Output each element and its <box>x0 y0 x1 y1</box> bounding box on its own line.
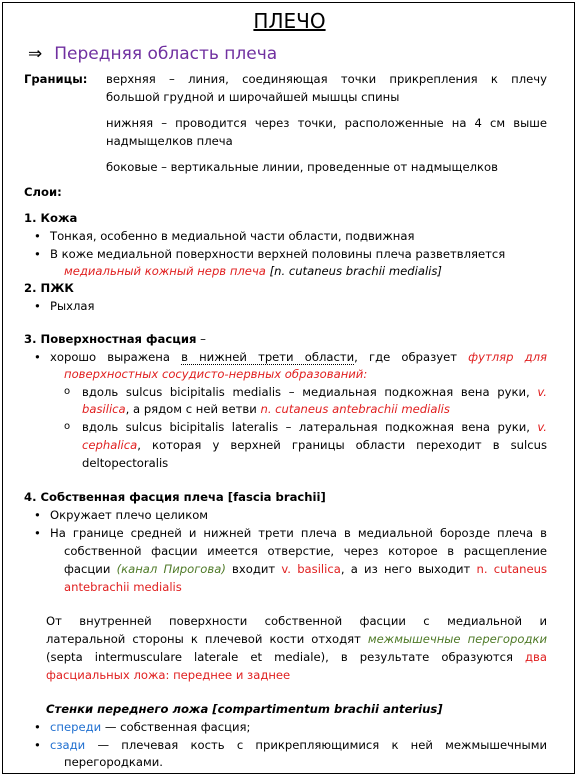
layer3-sub1-line2: basilica, а рядом с ней ветви n. cutaneus antebrachii medialis <box>82 402 450 416</box>
layer4-bullet2-line1: • На границе средней и нижней трети плеча в медиальной борозде плеча в <box>50 524 547 542</box>
layer3-sub2-line2: cephalica, которая у верхней границы области переходит в sulcus <box>82 438 547 452</box>
border-upper-line1: верхняя – линия, соединяющая точки прикрепления к плечу <box>106 72 547 86</box>
layer3-sub2-line1: o вдоль sulcus bicipitalis lateralis – латеральная подкожная вена руки, v. <box>82 418 547 436</box>
para-line4: фасциальных ложа: переднее и заднее <box>46 668 291 682</box>
layer4-heading: 4. Собственная фасция плеча [fascia brachii] <box>24 490 326 504</box>
layer1-heading: 1. Кожа <box>24 211 78 225</box>
para-line1: От внутренней поверхности собственной фасции с медиальной и <box>46 614 547 628</box>
border-lower-line2: надмыщелков плеча <box>106 134 233 148</box>
layer4-bullet1: • Окружает плечо целиком <box>50 506 208 524</box>
layer3-bullet1-line2: поверхностных сосудисто-нервных образований: <box>64 367 368 381</box>
layer4-bullet2-line3: фасции (канал Пирогова) входит v. basilica, а из него выходит n. cutaneus <box>64 562 547 576</box>
border-upper-line2: большой грудной и широчайшей мышцы спины <box>106 90 400 104</box>
layer2-heading: 2. ПЖК <box>24 281 74 295</box>
layer1-bullet1: • Тонкая, особенно в медиальной части области, подвижная <box>50 227 414 245</box>
borders-label: Границы: <box>24 72 88 86</box>
page-title: ПЛЕЧО <box>253 9 326 33</box>
layer4-bullet2-line4: antebrachii medialis <box>64 580 182 594</box>
section-heading-text: Передняя область плеча <box>54 44 278 64</box>
para-line3: (septa intermusculare laterale et mediale), в результате образуются два <box>46 650 547 664</box>
layer1-bullet2-line1: • В коже медиальной поверхности верхней половины плеча разветвляется <box>50 245 505 263</box>
layer3-sub1-line1: o вдоль sulcus bicipitalis medialis – медиальная подкожная вена руки, v. <box>82 383 547 401</box>
walls-item2-line2: перегородками. <box>64 755 163 769</box>
border-side: боковые – вертикальные линии, проведенные от надмыщелков <box>106 160 498 174</box>
layer3-sub2-line3: deltopectoralis <box>82 456 169 470</box>
walls-heading: Стенки переднего ложа [compartimentum brachii anterius] <box>46 702 443 716</box>
layer3-heading: 3. Поверхностная фасция – <box>24 332 206 346</box>
arrow-icon: ⇒ <box>28 44 43 64</box>
layers-label: Слои: <box>24 185 62 199</box>
layer4-bullet2-line2: собственной фасции имеется отверстие, через которое в расщепление <box>64 544 547 558</box>
layer3-bullet1-line1: • хорошо выражена в нижней трети области, где образует футляр для <box>50 348 547 366</box>
layer1-bullet2-line2: медиальный кожный нерв плеча [n. cutaneus brachii medialis] <box>64 264 442 278</box>
para-line2: латеральной стороны к плечевой кости отходят межмышечные перегородки <box>46 632 547 646</box>
walls-item1: • спереди — собственная фасция; <box>50 718 250 736</box>
section-heading <box>28 42 277 66</box>
layer2-bullet1: • Рыхлая <box>50 297 95 315</box>
border-lower-line1: нижняя – проводится через точки, расположенные на 4 см выше <box>106 116 547 130</box>
walls-item2-line1: • сзади — плечевая кость с прикрепляющимися к ней межмышечными <box>50 736 547 754</box>
